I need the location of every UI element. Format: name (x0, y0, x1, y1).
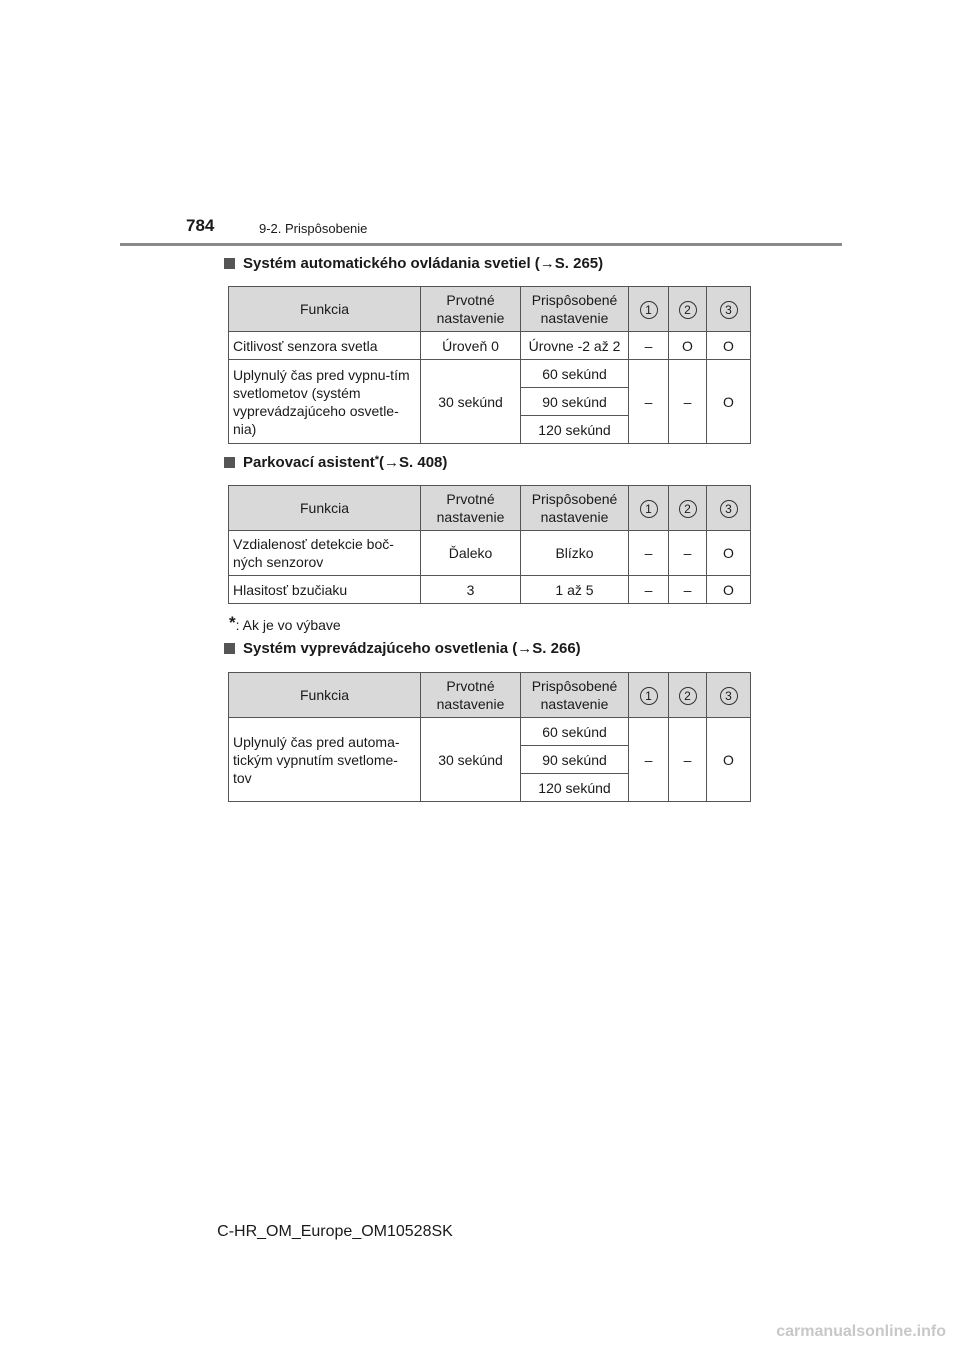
section-heading-parking-assist (224, 454, 447, 471)
settings-table-parking-assist (228, 485, 751, 604)
cell-default: 3 (421, 576, 521, 604)
col-header-1 (629, 673, 669, 718)
cell-mode-2: – (669, 360, 707, 444)
cell-mode-3: O (707, 531, 751, 576)
footnote (229, 613, 341, 633)
section-header: 9-2. Prispôsobenie (259, 221, 368, 236)
cell-function: Hlasitosť bzučiaku (229, 576, 421, 604)
cell-function: Citlivosť senzora svetla (229, 332, 421, 360)
cell-custom: 120 sekúnd (521, 416, 629, 444)
col-header-prvotne: Prvotné nastavenie (421, 287, 521, 332)
cell-mode-1: – (629, 531, 669, 576)
col-header-prisposobene: Prispôsobené nastavenie (521, 673, 629, 718)
cell-mode-2: O (669, 332, 707, 360)
header-rule (120, 243, 842, 246)
col-header-2 (669, 673, 707, 718)
section-heading-auto-lights (224, 255, 603, 272)
heading-title: Parkovací asistent (243, 454, 375, 471)
cell-default: Ďaleko (421, 531, 521, 576)
cell-custom: 60 sekúnd (521, 718, 629, 746)
cell-mode-3: O (707, 576, 751, 604)
document-code: C-HR_OM_Europe_OM10528SK (217, 1223, 453, 1240)
cell-mode-1: – (629, 718, 669, 802)
cell-default: 30 sekúnd (421, 718, 521, 802)
col-header-prvotne: Prvotné nastavenie (421, 486, 521, 531)
cell-mode-3: O (707, 332, 751, 360)
page-number: 784 (186, 216, 215, 235)
circled-3-icon: 3 (720, 687, 738, 705)
table-row (229, 332, 751, 360)
col-header-3 (707, 673, 751, 718)
arrow-icon: → (539, 255, 555, 272)
cell-custom: 60 sekúnd (521, 360, 629, 388)
circled-2-icon: 2 (679, 301, 697, 319)
circled-3-icon: 3 (720, 500, 738, 518)
cell-custom: 90 sekúnd (521, 388, 629, 416)
cell-custom: 1 až 5 (521, 576, 629, 604)
cell-function: Uplynulý čas pred automa-tickým vypnutím svetlome-tov (229, 718, 421, 802)
col-header-1 (629, 486, 669, 531)
cell-custom: 90 sekúnd (521, 746, 629, 774)
heading-title-after: ( (379, 454, 385, 471)
cell-mode-1: – (629, 332, 669, 360)
col-header-prvotne: Prvotné nastavenie (421, 673, 521, 718)
square-bullet-icon (224, 258, 235, 269)
square-bullet-icon (224, 457, 235, 468)
footnote-star: * (229, 613, 236, 632)
cell-function: Uplynulý čas pred vypnu-tím svetlometov (systém vyprevádzajúceho osvetle-nia) (229, 360, 421, 444)
col-header-1 (629, 287, 669, 332)
cell-custom: 120 sekúnd (521, 774, 629, 802)
col-header-3 (707, 287, 751, 332)
page-reference: S. 265) (554, 255, 604, 272)
heading-title: Systém vyprevádzajúceho osvetlenia ( (243, 640, 518, 657)
cell-default: 30 sekúnd (421, 360, 521, 444)
watermark: carmanualsonline.info (776, 1323, 946, 1340)
table-row (229, 360, 751, 388)
cell-mode-2: – (669, 718, 707, 802)
cell-mode-1: – (629, 360, 669, 444)
table-row (229, 576, 751, 604)
circled-1-icon: 1 (640, 687, 658, 705)
square-bullet-icon (224, 643, 235, 654)
page-reference: S. 266) (532, 640, 581, 657)
footnote-text: : Ak je vo výbave (235, 617, 341, 633)
circled-2-icon: 2 (679, 500, 697, 518)
settings-table-auto-lights (228, 286, 751, 444)
cell-mode-3: O (707, 718, 751, 802)
col-header-funkcia: Funkcia (229, 673, 421, 718)
cell-mode-3: O (707, 360, 751, 444)
arrow-icon: → (384, 454, 400, 471)
arrow-icon: → (517, 640, 533, 657)
cell-mode-2: – (669, 531, 707, 576)
table-header-row (229, 673, 751, 718)
footnote-marker: * (374, 453, 380, 466)
col-header-prisposobene: Prispôsobené nastavenie (521, 486, 629, 531)
cell-custom: Úrovne -2 až 2 (521, 332, 629, 360)
col-header-3 (707, 486, 751, 531)
circled-3-icon: 3 (720, 301, 738, 319)
col-header-prisposobene: Prispôsobené nastavenie (521, 287, 629, 332)
table-header-row (229, 287, 751, 332)
settings-table-follow-me-home (228, 672, 751, 802)
cell-function: Vzdialenosť detekcie boč-ných senzorov (229, 531, 421, 576)
cell-custom: Blízko (521, 531, 629, 576)
table-row (229, 718, 751, 746)
cell-default: Úroveň 0 (421, 332, 521, 360)
table-row (229, 531, 751, 576)
col-header-funkcia: Funkcia (229, 287, 421, 332)
circled-1-icon: 1 (640, 500, 658, 518)
page-reference: S. 408) (399, 454, 448, 471)
circled-2-icon: 2 (679, 687, 697, 705)
heading-title: Systém automatického ovládania svetiel ( (243, 255, 540, 272)
col-header-2 (669, 486, 707, 531)
cell-mode-2: – (669, 576, 707, 604)
circled-1-icon: 1 (640, 301, 658, 319)
cell-mode-1: – (629, 576, 669, 604)
col-header-funkcia: Funkcia (229, 486, 421, 531)
table-header-row (229, 486, 751, 531)
col-header-2 (669, 287, 707, 332)
section-heading-follow-me-home (224, 640, 581, 657)
